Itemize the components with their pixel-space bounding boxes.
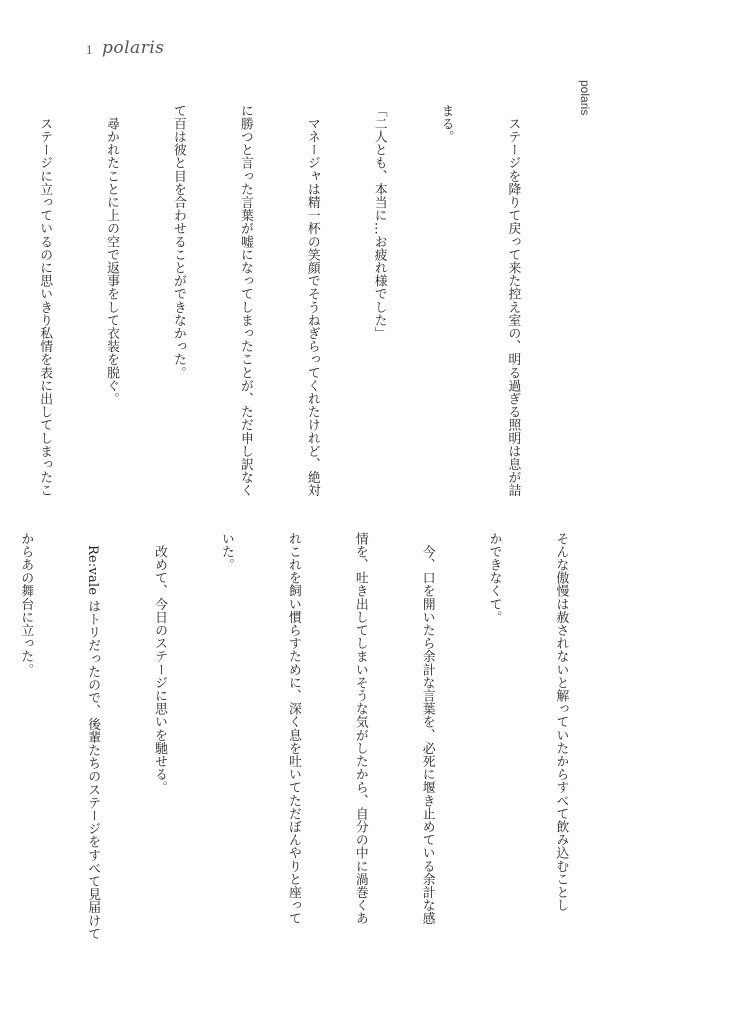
- text-line: マネージャは精一杯の笑顔でそうねぎらってくれたけれど、絶対: [304, 104, 320, 497]
- text-line: からあの舞台に立った。: [18, 532, 34, 677]
- text-line: ステージを降りて戻って来た控え室の、明る過ぎる照明は息が詰: [505, 104, 521, 497]
- text-line: れこれを飼い慣らすために、深く息を吐いてただぼんやりと座って: [285, 532, 301, 925]
- text-line: かできなくて。: [486, 532, 502, 624]
- text-line: に勝つと言った言葉が嘘になってしまったことが、ただ申し訳なく: [237, 104, 253, 497]
- book-title: polaris: [102, 38, 165, 58]
- bottom-text-block: [18, 532, 616, 972]
- text-line: ステージに立っているのに思いきり私情を表に出してしまったこ: [37, 104, 53, 497]
- text-line: て百は彼と目を合わせることができなかった。: [170, 104, 186, 380]
- text-line: そんな傲慢は赦されないと解っていたからすべて飲み込むことし: [553, 532, 569, 912]
- text-line: いた。: [218, 532, 234, 572]
- text-line: 今、口を開いたら余計な言葉を、必死に堰き止めている余計な感: [419, 532, 435, 925]
- text-line: まる。: [438, 104, 454, 144]
- text-line: Re:vale はトリだったので、後輩たちのステージをすべて見届けて: [85, 532, 101, 941]
- top-text-block: [37, 104, 568, 534]
- text-line: 情を、吐き出してしまいそうな気がしたから、自分の中に渦巻くあ: [352, 532, 368, 925]
- page-number: 1: [86, 42, 93, 57]
- text-line: 「二人とも、本当に…お疲れ様でした」: [371, 104, 387, 340]
- chapter-title: polaris: [578, 80, 592, 116]
- text-line: 尋かれたことに上の空で返事をして衣装を脱ぐ。: [104, 104, 120, 406]
- text-line: 改めて、今日のステージに思いを馳せる。: [152, 532, 168, 794]
